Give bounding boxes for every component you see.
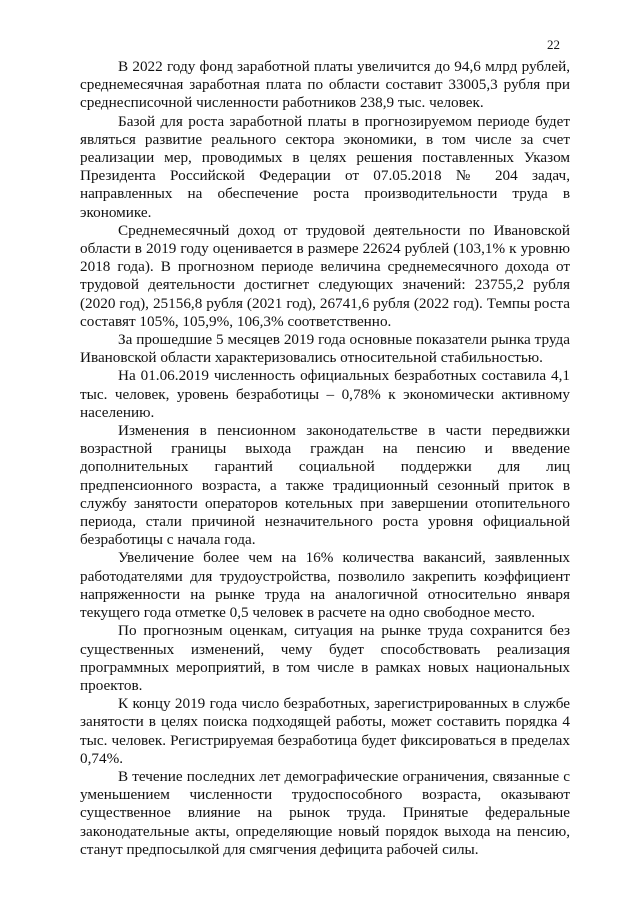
paragraph-year-end-unemployment: К концу 2019 года число безработных, зарегистрированных в службе занятости в целях поиска подходящей работы, может составить порядка 4 тыс. человек. Регистрируемая безработица будет фиксироваться в пределах 0,74%. bbox=[80, 695, 570, 767]
paragraph-labor-market-stability: За прошедшие 5 месяцев 2019 года основные показатели рынка труда Ивановской области характеризовались относительной стабильностью. bbox=[80, 331, 570, 367]
paragraph-vacancies: Увеличение более чем на 16% количества вакансий, заявленных работодателями для трудоустройства, позволило закрепить коэффициент напряженности на рынке труда на аналогичной относительно января текущего года отметке 0,5 человек в расчете на одно свободное место. bbox=[80, 549, 570, 622]
paragraph-demographics: В течение последних лет демографические ограничения, связанные с уменьшением численности трудоспособного возраста, оказывают существенное влияние на рынок труда. Принятые федеральные законодательные акты, определяющие новый порядок выхода на пенсию, станут предпосылкой для смягчения дефицита рабочей силы. bbox=[80, 767, 570, 858]
document-body bbox=[80, 58, 570, 859]
paragraph-wage-fund: В 2022 году фонд заработной платы увеличится до 94,6 млрд рублей, среднемесячная заработная плата по области составит 33005,3 рубля при среднесписочной численности работников 238,9 тыс. человек. bbox=[80, 58, 570, 112]
paragraph-unemployment-count: На 01.06.2019 численность официальных безработных составила 4,1 тыс. человек, уровень безработицы – 0,78% к экономически активному населению. bbox=[80, 367, 570, 421]
paragraph-forecast: По прогнозным оценкам, ситуация на рынке труда сохранится без существенных изменений, чему будет способствовать реализация программных мероприятий, в том числе в рамках новых национальных проектов. bbox=[80, 622, 570, 694]
paragraph-wage-growth-base: Базой для роста заработной платы в прогнозируемом периоде будет являться развитие реального сектора экономики, в том числе за счет реализации мер, проводимых в целях решения поставленных Указом Президента Российской Федерации от 07.05.2018 № 204 задач, направленных на обеспечение роста производительности труда в экономике. bbox=[80, 112, 570, 221]
paragraph-average-income: Среднемесячный доход от трудовой деятельности по Ивановской области в 2019 году оценивается в размере 22624 рублей (103,1% к уровню 2018 года). В прогнозном периоде величина среднемесячного дохода от трудовой деятельности достигнет следующих значений: 23755,2 рубля (2020 год), 25156,8 рубля (2021 год), 26741,6 рубля (2022 год). Темпы роста составят 105%, 105,9%, 106,3% соответственно. bbox=[80, 221, 570, 330]
page-number: 22 bbox=[547, 37, 560, 52]
paragraph-pension-changes: Изменения в пенсионном законодательстве в части передвижки возрастной границы выхода граждан на пенсию и введение дополнительных гарантий социальной поддержки для лиц предпенсионного возраста, а также традиционный сезонный приток в службу занятости операторов котельных при завершении отопительного периода, стали причиной незначительного роста уровня официальной безработицы с начала года. bbox=[80, 422, 570, 549]
